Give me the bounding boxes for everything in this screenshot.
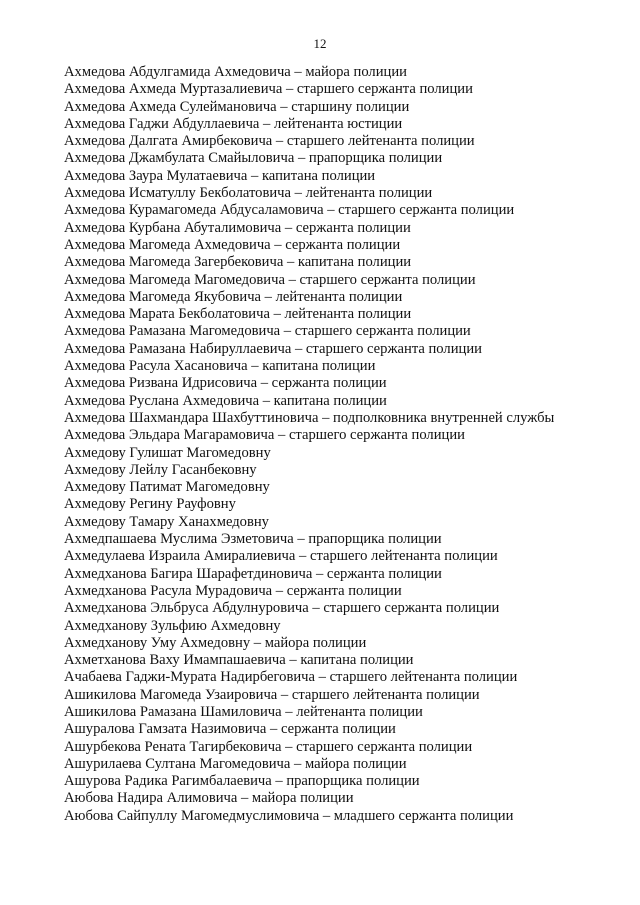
list-item: Ахмедова Исматуллу Бекболатовича – лейтенанта полиции [64,185,433,202]
list-item: Ахмедова Ризвана Идрисовича – сержанта полиции [64,375,387,392]
list-item: Ахмедханову Уму Ахмедовну – майора полиции [64,634,367,651]
list-item: Ахмедова Марата Бекболатовича – лейтенанта полиции [64,306,412,323]
list-item: Ашурбекова Рената Тагирбековича – старшего сержанта полиции [64,738,473,755]
list-item: Ахмедова Ахмеда Сулеймановича – старшину полиции [64,98,410,115]
list-item: Ашикилова Рамазана Шамиловича – лейтенанта полиции [64,703,423,720]
list-item: Ахмедова Курамагомеда Абдусаламовича – старшего сержанта полиции [64,202,515,219]
list-item: Ахмедханову Зульфию Ахмедовну [64,617,281,634]
list-item: Ашурилаева Султана Магомедовича – майора полиции [64,755,407,772]
list-item: Ахмедова Курбана Абуталимовича – сержанта полиции [64,219,411,236]
personnel-list [64,64,624,825]
list-item: Ахмедханова Эльбруса Абдулнуровича – старшего сержанта полиции [64,600,500,617]
list-item: Ахмедова Магомеда Ахмедовича – сержанта полиции [64,236,401,253]
list-item: Ахмедова Расула Хасановича – капитана полиции [64,358,376,375]
list-item: Ахмедова Заура Мулатаевича – капитана полиции [64,167,376,184]
list-item: Ахмедова Далгата Амирбековича – старшего лейтенанта полиции [64,133,475,150]
list-item: Ахмедову Лейлу Гасанбековну [64,461,257,478]
list-item: Ахметханова Ваху Имампашаевича – капитана полиции [64,652,414,669]
list-item: Ачабаева Гаджи-Мурата Надирбеговича – старшего лейтенанта полиции [64,669,518,686]
list-item: Ашуралова Гамзата Назимовича – сержанта полиции [64,721,396,738]
list-item: Ахмедову Тамару Ханахмедовну [64,513,269,530]
list-item: Ашурова Радика Рагимбалаевича – прапорщика полиции [64,773,420,790]
list-item: Ашикилова Магомеда Узаировича – старшего лейтенанта полиции [64,686,480,703]
list-item: Ахмедова Магомеда Магомедовича – старшего сержанта полиции [64,271,476,288]
page-number: 12 [313,36,327,51]
list-item: Аюбова Надира Алимовича – майора полиции [64,790,354,807]
list-item: Ахмедулаева Израила Амиралиевича – старшего лейтенанта полиции [64,548,498,565]
list-item: Ахмедпашаева Муслима Эзметовича – прапорщика полиции [64,531,442,548]
list-item: Ахмедова Ахмеда Муртазалиевича – старшего сержанта полиции [64,81,473,98]
list-item: Ахмедова Джамбулата Смайыловича – прапорщика полиции [64,150,443,167]
list-item: Ахмедову Гулишат Магомедовну [64,444,271,461]
list-item: Ахмедову Патимат Магомедовну [64,479,270,496]
list-item: Ахмедова Рамазана Магомедовича – старшего сержанта полиции [64,323,471,340]
list-item: Ахмедова Эльдара Магарамовича – старшего сержанта полиции [64,427,465,444]
list-item: Ахмедова Руслана Ахмедовича – капитана полиции [64,392,387,409]
list-item: Ахмедова Абдулгамида Ахмедовича – майора полиции [64,64,407,80]
list-item: Ахмедова Шахмандара Шахбуттиновича – подполковника внутренней службы [64,409,555,426]
list-item: Аюбова Сайпуллу Магомедмуслимовича – младшего сержанта полиции [64,807,514,824]
list-item: Ахмедханова Расула Мурадовича – сержанта полиции [64,582,402,599]
list-item: Ахмедханова Багира Шарафетдиновича – сержанта полиции [64,565,442,582]
list-item: Ахмедова Рамазана Набируллаевича – старшего сержанта полиции [64,340,482,357]
list-item: Ахмедову Регину Рауфовну [64,496,236,513]
list-item: Ахмедова Гаджи Абдуллаевича – лейтенанта юстиции [64,115,403,132]
list-item: Ахмедова Магомеда Загербековича – капитана полиции [64,254,412,271]
list-item: Ахмедова Магомеда Якубовича – лейтенанта полиции [64,288,403,305]
